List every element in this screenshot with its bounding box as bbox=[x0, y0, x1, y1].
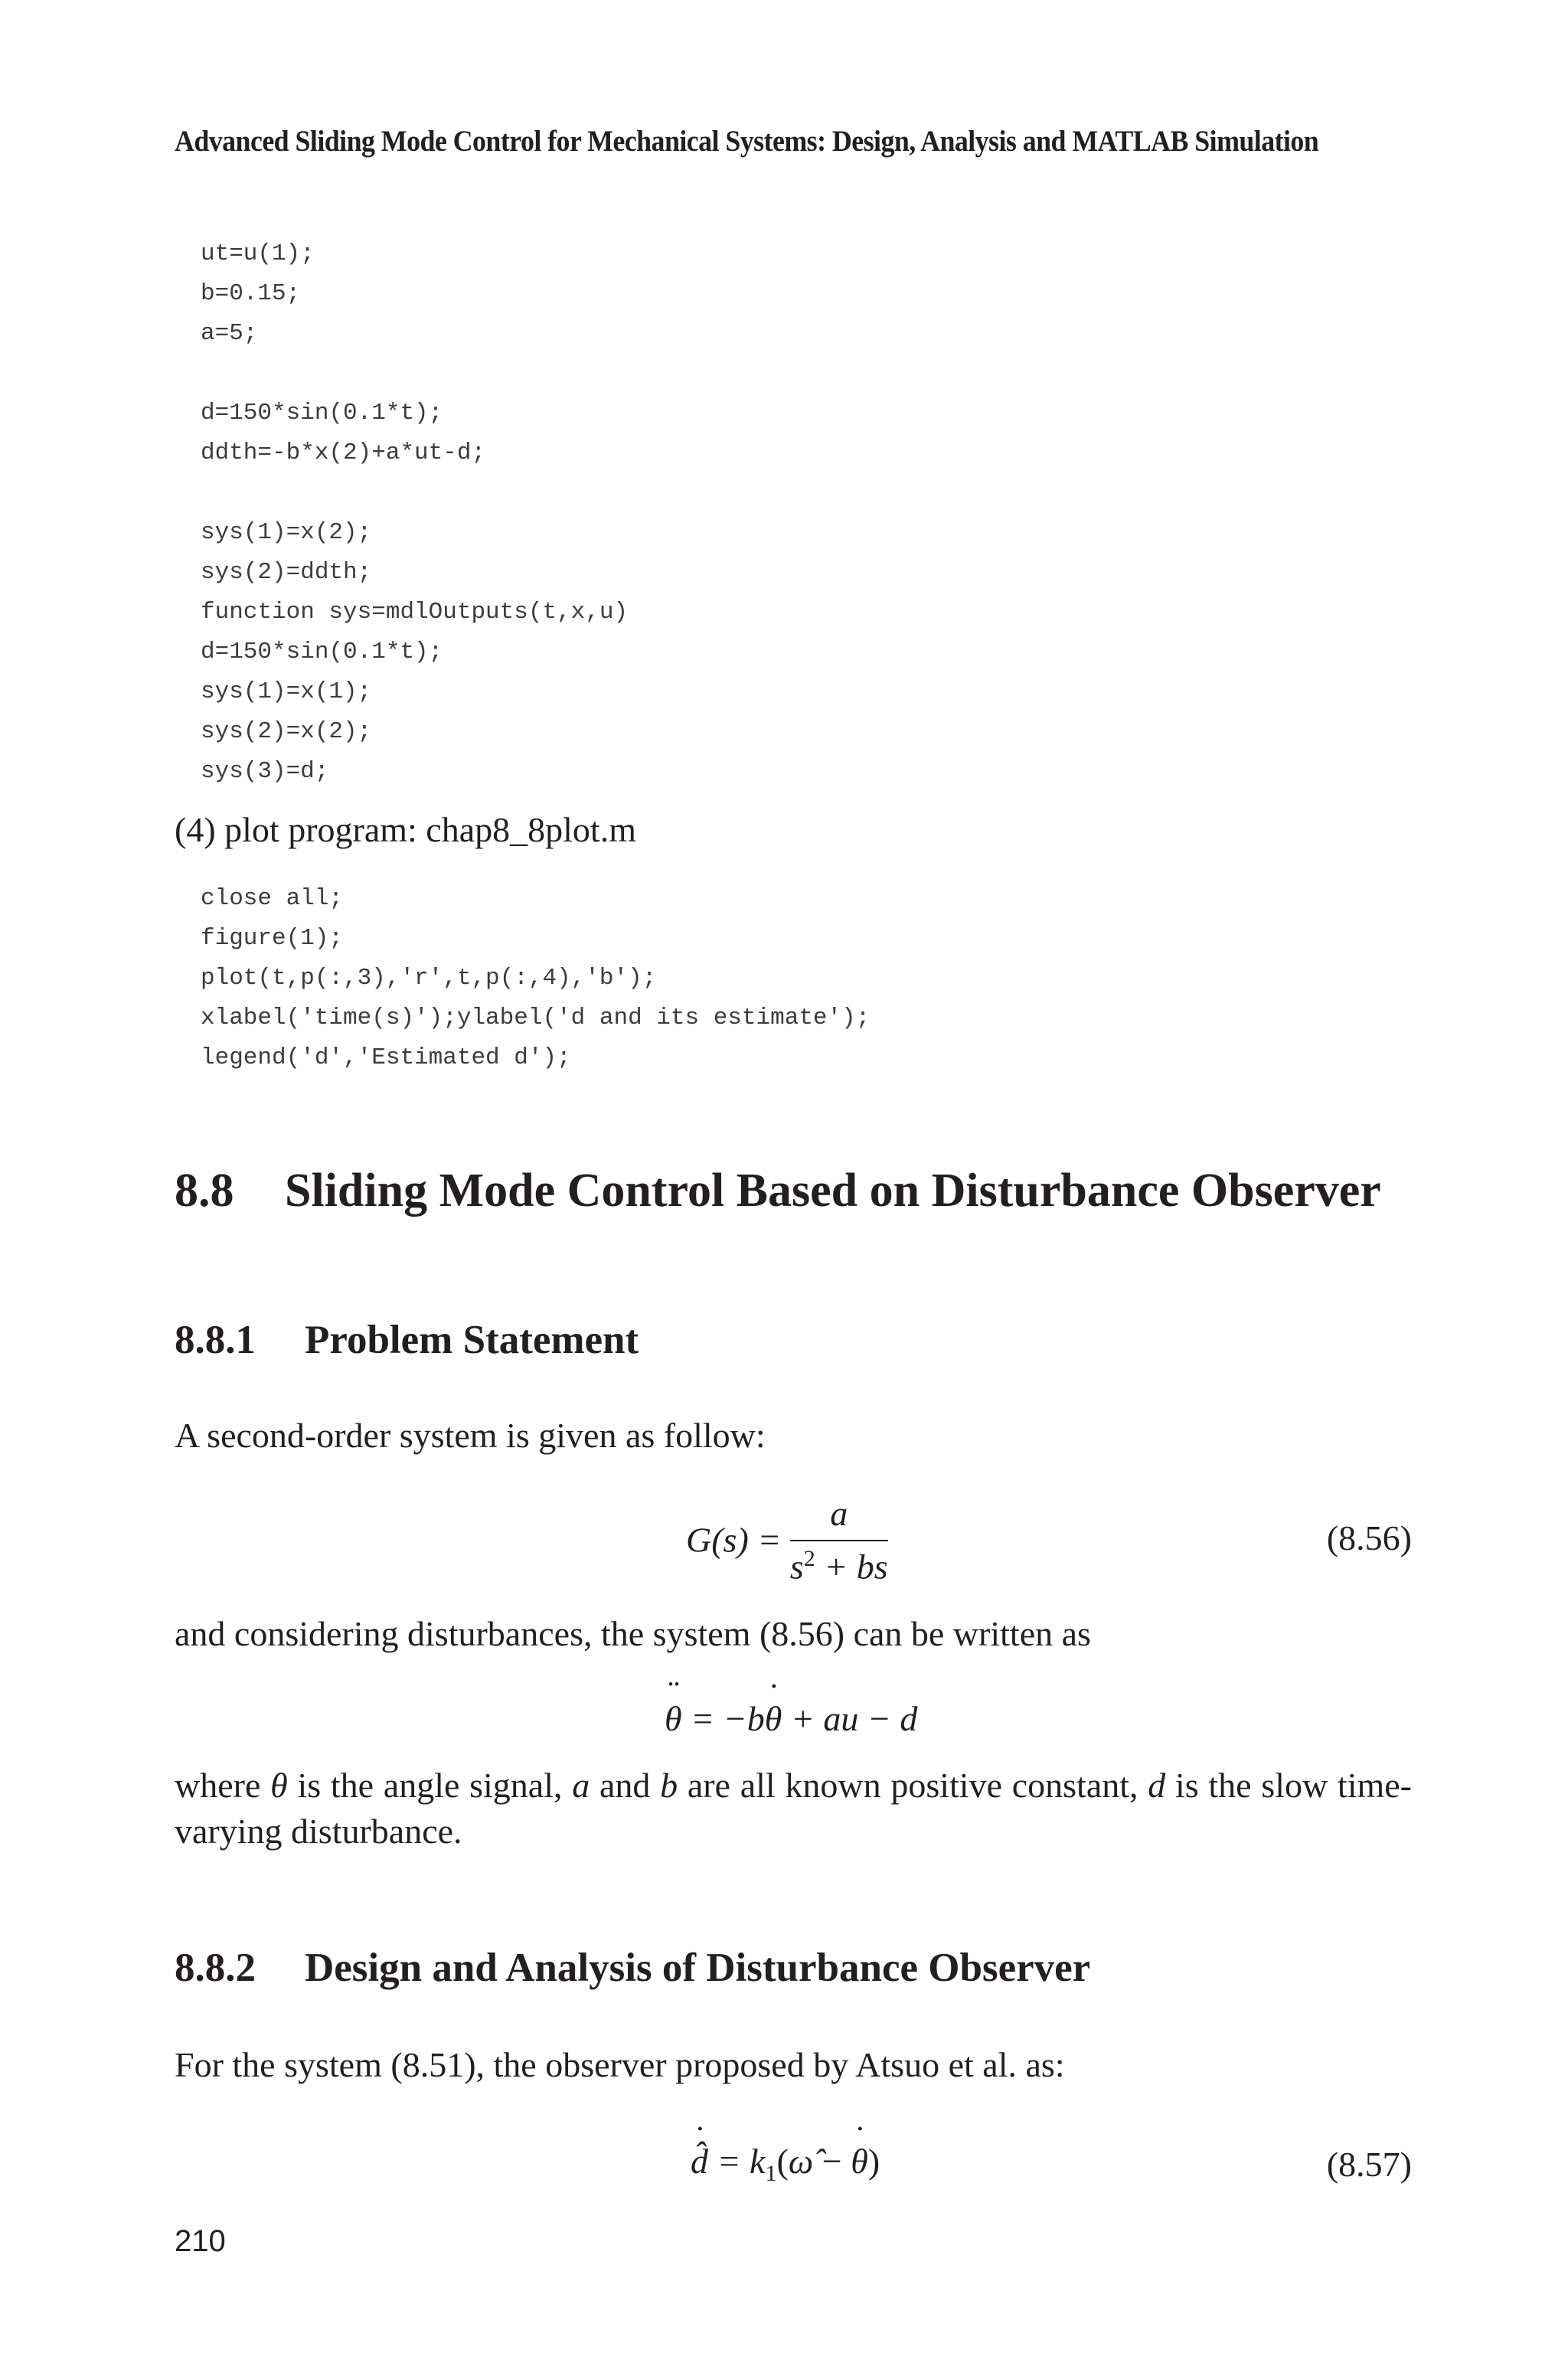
code-line: sys(3)=d; bbox=[201, 758, 329, 785]
theta-dot: θ ˙ bbox=[765, 1698, 782, 1739]
paragraph-where-theta bbox=[175, 1763, 1412, 1855]
code-line bbox=[201, 354, 628, 394]
subsection-number: 8.8.1 bbox=[175, 1318, 256, 1362]
eq-denominator-exponent: 2 bbox=[803, 1546, 815, 1571]
subsection-number: 8.8.2 bbox=[175, 1946, 256, 1990]
equation-system-dynamics bbox=[665, 1698, 917, 1739]
code-line: sys(2)=x(2); bbox=[201, 718, 372, 745]
paragraph-observer-proposed: For the system (8.51), the observer proposed by Atsuo et al. as: bbox=[175, 2045, 1065, 2084]
eq-paren-close: ) bbox=[867, 2142, 880, 2181]
code-line: figure(1); bbox=[201, 925, 344, 952]
code-line: xlabel('time(s)');ylabel('d and its estimate'); bbox=[201, 1005, 871, 1031]
code-line: close all; bbox=[201, 885, 344, 912]
eq-lhs: G(s) = bbox=[686, 1520, 782, 1560]
running-header: Advanced Sliding Mode Control for Mechanical Systems: Design, Analysis and MATLAB Simulation bbox=[175, 125, 1319, 158]
eq-denominator-s: s bbox=[789, 1547, 804, 1587]
code-line: sys(1)=x(1); bbox=[201, 678, 372, 705]
eq-denominator-bs: + bs bbox=[815, 1547, 888, 1587]
section-title: Sliding Mode Control Based on Disturbance Observer bbox=[285, 1165, 1381, 1217]
symbol-a: a bbox=[572, 1766, 590, 1805]
code-line: legend('d','Estimated d'); bbox=[201, 1044, 571, 1071]
text-where: where bbox=[175, 1766, 271, 1805]
eq-k-subscript: 1 bbox=[765, 2161, 777, 2187]
text-known-constant: are all known positive constant, bbox=[678, 1766, 1148, 1805]
equation-8-57 bbox=[691, 2141, 880, 2187]
d-hat-dot: d̂ ˙ bbox=[691, 2141, 708, 2181]
subsection-title: Problem Statement bbox=[305, 1318, 639, 1362]
page-number: 210 bbox=[175, 2224, 226, 2258]
eq-minus: − bbox=[813, 2142, 851, 2181]
text-disturbance: is the slow time-varying disturbance. bbox=[175, 1766, 1413, 1851]
subsection-heading-problem-statement bbox=[175, 1317, 639, 1363]
code-line bbox=[201, 473, 628, 513]
code-line: ddth=-b*x(2)+a*ut-d; bbox=[201, 440, 486, 466]
equation-number-8-57: (8.57) bbox=[1326, 2145, 1412, 2184]
code-block-plot bbox=[201, 879, 870, 1078]
paragraph-considering-disturbances: and considering disturbances, the system (8.56) can be written as bbox=[175, 1614, 1091, 1653]
eq-tail: + au − d bbox=[782, 1699, 918, 1738]
subsection-heading-observer bbox=[175, 1945, 1090, 1991]
code-line: a=5; bbox=[201, 320, 258, 347]
section-number: 8.8 bbox=[175, 1165, 234, 1217]
code-line: ut=u(1); bbox=[201, 240, 315, 267]
eq-denominator bbox=[790, 1541, 888, 1587]
equation-8-56 bbox=[686, 1493, 888, 1587]
code-line: plot(t,p(:,3),'r',t,p(:,4),'b'); bbox=[201, 965, 657, 992]
eq-middle: = −b bbox=[681, 1699, 765, 1738]
section-heading bbox=[175, 1164, 1381, 1218]
plot-program-caption: (4) plot program: chap8_8plot.m bbox=[175, 810, 636, 849]
code-line: function sys=mdlOutputs(t,x,u) bbox=[201, 599, 629, 626]
code-line: d=150*sin(0.1*t); bbox=[201, 639, 443, 665]
code-line: b=0.15; bbox=[201, 280, 301, 307]
symbol-d: d bbox=[1148, 1766, 1166, 1805]
code-line: sys(2)=ddth; bbox=[201, 559, 372, 586]
code-line: d=150*sin(0.1*t); bbox=[201, 400, 443, 426]
eq-numerator: a bbox=[790, 1493, 888, 1541]
symbol-theta: θ bbox=[270, 1766, 288, 1805]
omega-hat: ω̂ bbox=[788, 2142, 814, 2181]
text-and: and bbox=[590, 1766, 661, 1805]
code-line: sys(1)=x(2); bbox=[201, 519, 372, 546]
equation-number-8-56: (8.56) bbox=[1326, 1518, 1412, 1557]
theta-double-dot: θ ¨ bbox=[665, 1698, 682, 1739]
theta-dot: θ ˙ bbox=[851, 2141, 868, 2181]
paragraph-system-given: A second-order system is given as follow: bbox=[175, 1416, 766, 1455]
eq-fraction bbox=[790, 1493, 888, 1587]
subsection-title: Design and Analysis of Disturbance Observer bbox=[305, 1946, 1091, 1990]
symbol-b: b bbox=[660, 1766, 678, 1805]
code-block-sfunction bbox=[201, 234, 628, 792]
text-angle-signal: is the angle signal, bbox=[287, 1766, 573, 1805]
eq-k: = k bbox=[708, 2142, 766, 2181]
eq-paren-open: ( bbox=[776, 2142, 789, 2181]
